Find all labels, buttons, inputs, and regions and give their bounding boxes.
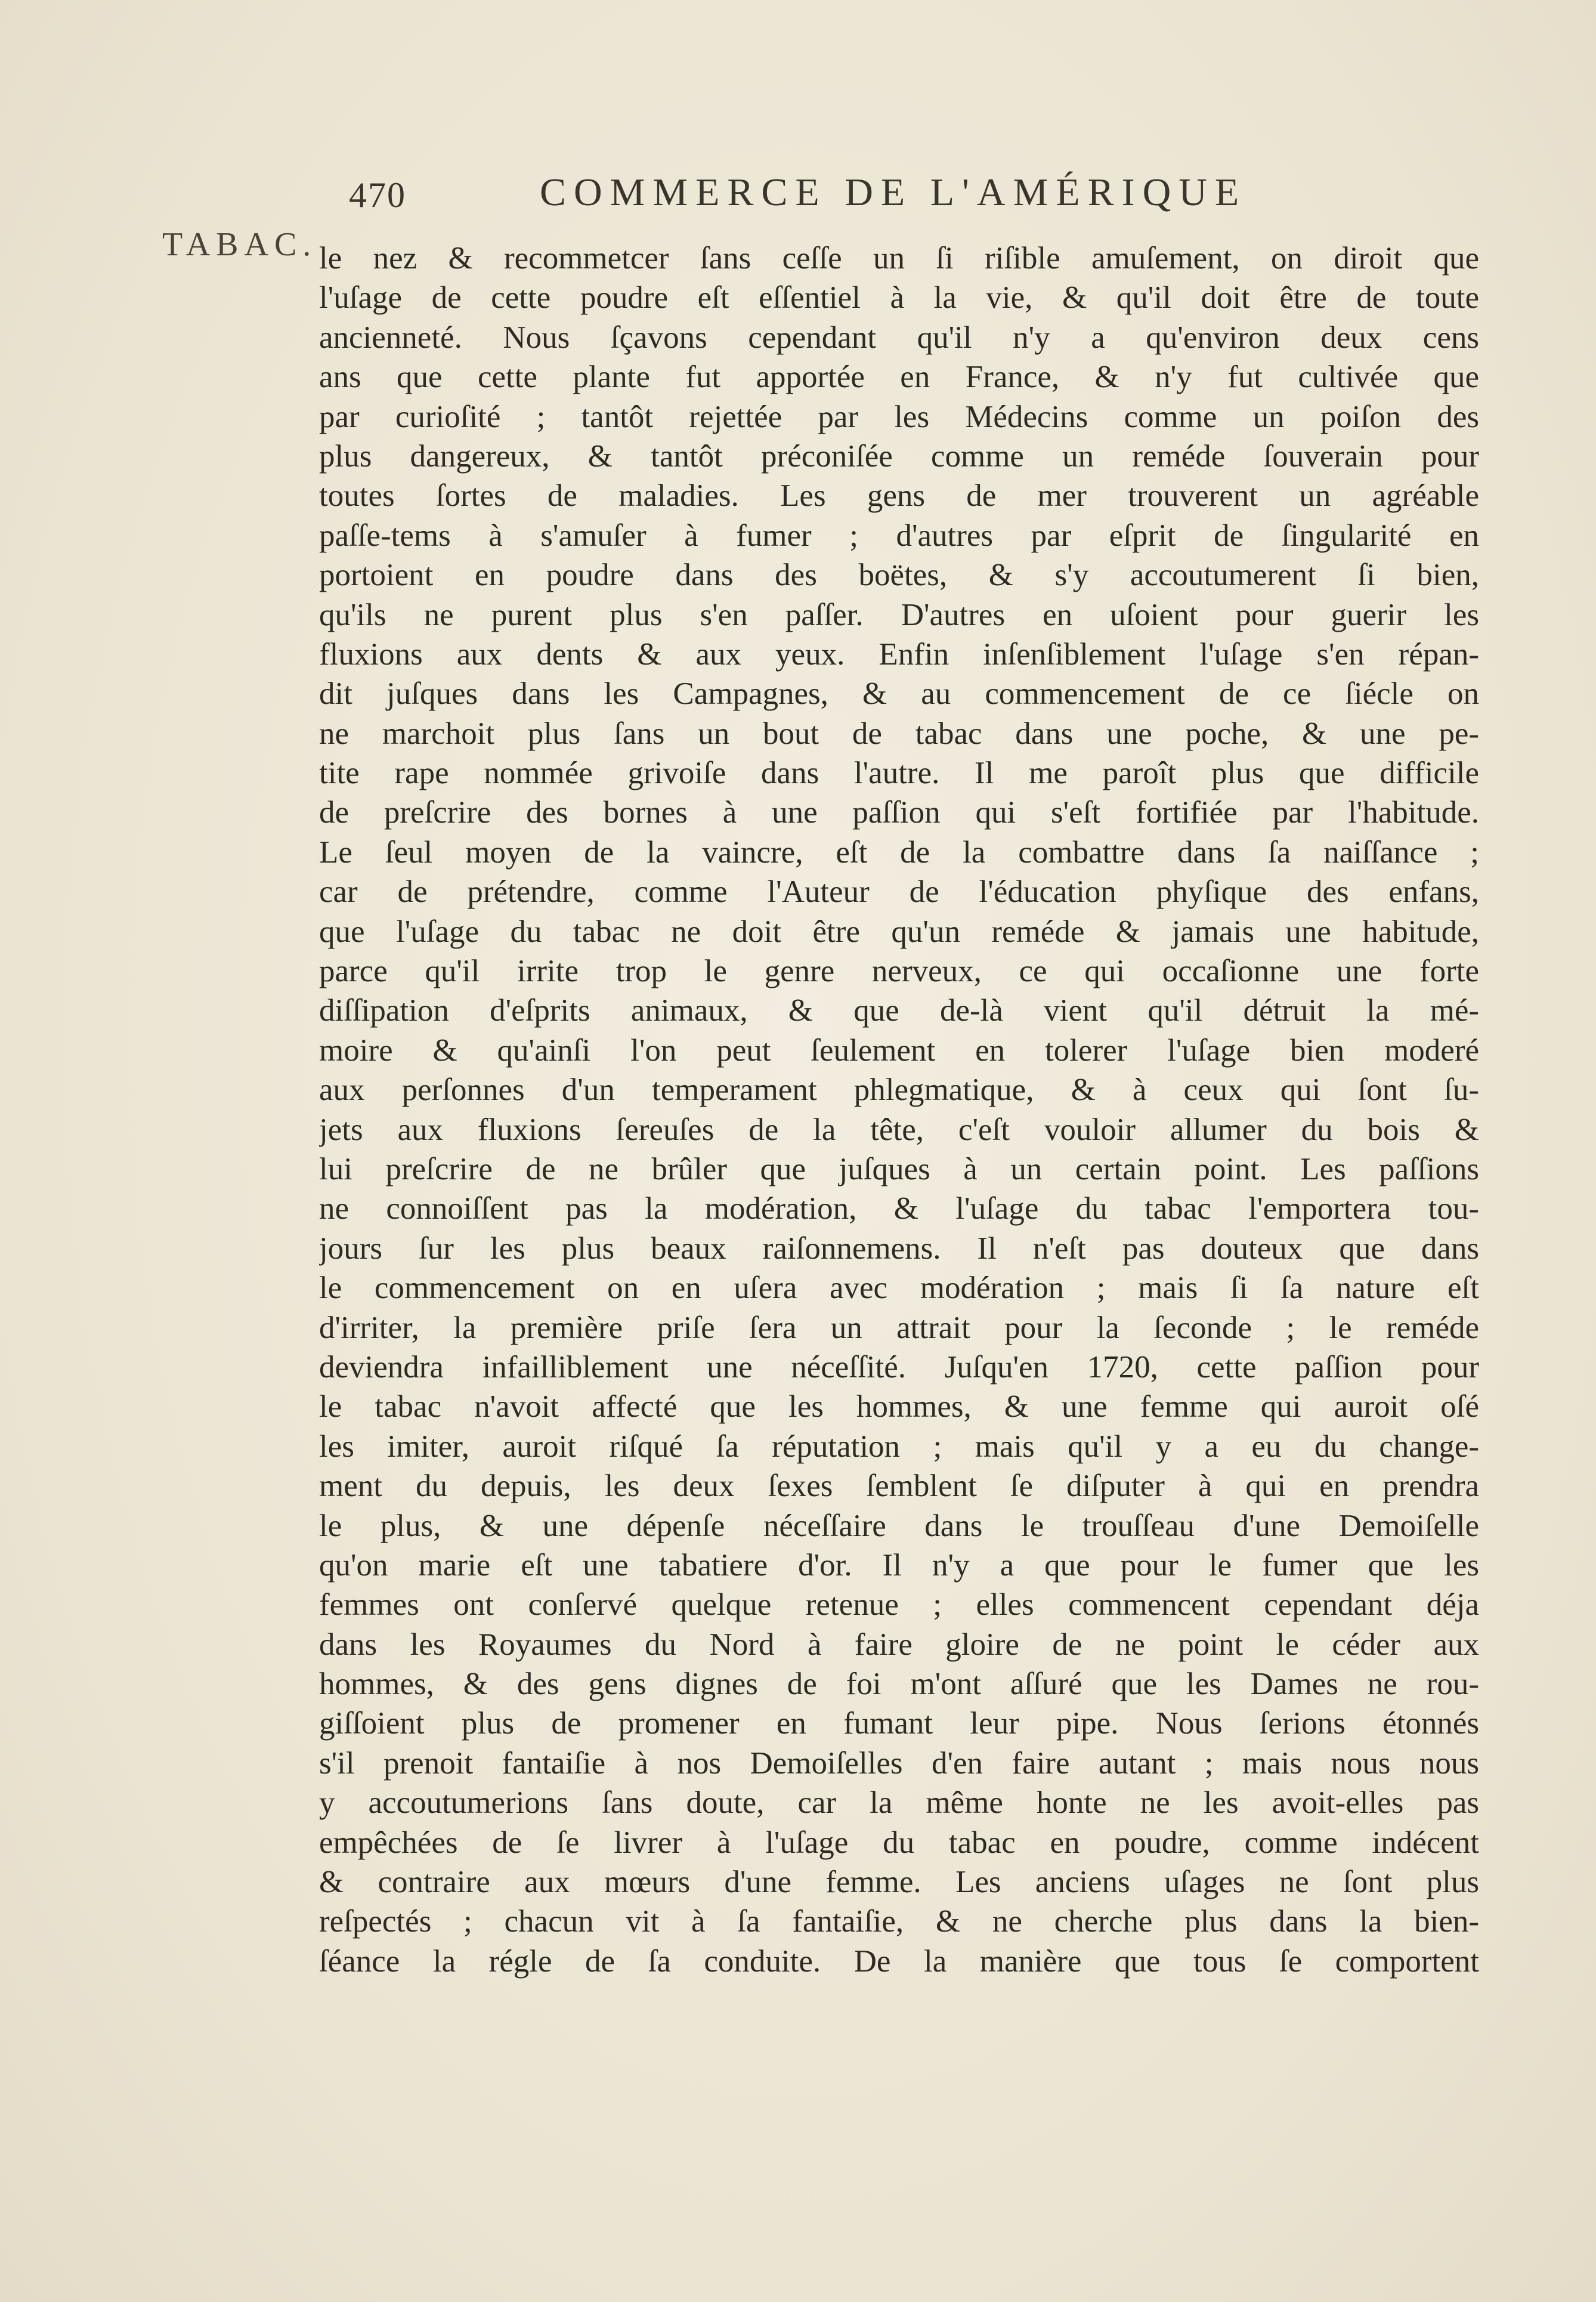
text-line: s'il prenoit fantaiſie à nos Demoiſelles d'en faire autant ; mais nous nous <box>319 1745 1479 1781</box>
text-line: le tabac n'avoit affecté que les hommes, & une femme qui auroit oſé <box>319 1389 1479 1425</box>
margin-note: TABAC. <box>162 226 317 263</box>
text-line: empêchées de ſe livrer à l'uſage du tabac en poudre, comme indécent <box>319 1825 1479 1860</box>
text-line: jours ſur les plus beaux raiſonnemens. Il n'eſt pas douteux que dans <box>319 1231 1479 1266</box>
text-line: d'irriter, la première priſe ſera un attrait pour la ſeconde ; le reméde <box>319 1310 1479 1345</box>
text-line: ſéance la régle de ſa conduite. De la manière que tous ſe comportent <box>319 1943 1479 1979</box>
text-line: parce qu'il irrite trop le genre nerveux, ce qui occaſionne une forte <box>319 954 1479 989</box>
text-line: jets aux fluxions ſereuſes de la tête, c'eſt vouloir allumer du bois & <box>319 1112 1479 1147</box>
text-line: Le ſeul moyen de la vaincre, eſt de la combattre dans ſa naiſſance ; <box>319 835 1479 870</box>
text-line: qu'ils ne purent plus s'en paſſer. D'autres en uſoient pour guerir les <box>319 597 1479 632</box>
text-line: par curioſité ; tantôt rejettée par les Médecins comme un poiſon des <box>319 399 1479 434</box>
text-line: de preſcrire des bornes à une paſſion qui s'eſt fortifiée par l'habitude. <box>319 795 1479 830</box>
text-line: moire & qu'ainſi l'on peut ſeulement en tolerer l'uſage bien moderé <box>319 1033 1479 1068</box>
text-line: diſſipation d'eſprits animaux, & que de-là vient qu'il détruit la mé- <box>319 993 1479 1028</box>
page-number: 470 <box>349 175 406 215</box>
running-title: COMMERCE DE L'AMÉRIQUE <box>540 171 1247 214</box>
text-line: toutes ſortes de maladies. Les gens de mer trouverent un agréable <box>319 478 1479 514</box>
text-line: ne marchoit plus ſans un bout de tabac dans une poche, & une pe- <box>319 716 1479 751</box>
text-line: hommes, & des gens dignes de foi m'ont aſſuré que les Dames ne rou- <box>319 1667 1479 1702</box>
text-line: deviendra infailliblement une néceſſité. Juſqu'en 1720, cette paſſion pour <box>319 1349 1479 1385</box>
text-line: portoient en poudre dans des boëtes, & s'y accoutumerent ſi bien, <box>319 558 1479 593</box>
text-line: que l'uſage du tabac ne doit être qu'un reméde & jamais une habitude, <box>319 914 1479 949</box>
text-line: fluxions aux dents & aux yeux. Enfin inſenſiblement l'uſage s'en répan- <box>319 636 1479 672</box>
text-line: ancienneté. Nous ſçavons cependant qu'il n'y a qu'environ deux cens <box>319 320 1479 355</box>
text-line: qu'on marie eſt une tabatiere d'or. Il n'y a que pour le fumer que les <box>319 1547 1479 1583</box>
text-line: lui preſcrire de ne brûler que juſques à un certain point. Les paſſions <box>319 1151 1479 1186</box>
text-line: le commencement on en uſera avec modération ; mais ſi ſa nature eſt <box>319 1271 1479 1306</box>
text-line: le nez & recommetcer ſans ceſſe un ſi riſible amuſement, on diroit que <box>319 241 1479 276</box>
text-line: & contraire aux mœurs d'une femme. Les anciens uſages ne ſont plus <box>319 1865 1479 1900</box>
text-line: car de prétendre, comme l'Auteur de l'éducation phyſique des enfans, <box>319 875 1479 910</box>
text-line: giſſoient plus de promener en fumant leur pipe. Nous ſerions étonnés <box>319 1706 1479 1741</box>
text-line: femmes ont conſervé quelque retenue ; elles commencent cependant déja <box>319 1587 1479 1623</box>
body-text <box>319 239 1479 1981</box>
text-line: y accoutumerions ſans doute, car la même honte ne les avoit-elles pas <box>319 1785 1479 1821</box>
text-line: aux perſonnes d'un temperament phlegmatique, & à ceux qui ſont ſu- <box>319 1073 1479 1108</box>
text-line: ans que cette plante fut apportée en France, & n'y fut cultivée que <box>319 360 1479 395</box>
text-line: ne connoiſſent pas la modération, & l'uſage du tabac l'emportera tou- <box>319 1191 1479 1226</box>
text-line: dans les Royaumes du Nord à faire gloire de ne point le céder aux <box>319 1627 1479 1662</box>
text-line: reſpectés ; chacun vit à ſa fantaiſie, & ne cherche plus dans la bien- <box>319 1904 1479 1939</box>
text-line: tite rape nommée grivoiſe dans l'autre. Il me paroît plus que difficile <box>319 756 1479 791</box>
page-header <box>349 170 1357 224</box>
text-line: le plus, & une dépenſe néceſſaire dans le trouſſeau d'une Demoiſelle <box>319 1508 1479 1543</box>
text-line: les imiter, auroit riſqué ſa réputation ; mais qu'il y a eu du change- <box>319 1429 1479 1464</box>
text-line: l'uſage de cette poudre eſt eſſentiel à la vie, & qu'il doit être de toute <box>319 280 1479 316</box>
text-line: plus dangereux, & tantôt préconiſée comme un reméde ſouverain pour <box>319 438 1479 474</box>
text-line: paſſe-tems à s'amuſer à fumer ; d'autres par eſprit de ſingularité en <box>319 518 1479 553</box>
text-line: ment du depuis, les deux ſexes ſemblent ſe diſputer à qui en prendra <box>319 1469 1479 1504</box>
text-line: dit juſques dans les Campagnes, & au commencement de ce ſiécle on <box>319 676 1479 712</box>
